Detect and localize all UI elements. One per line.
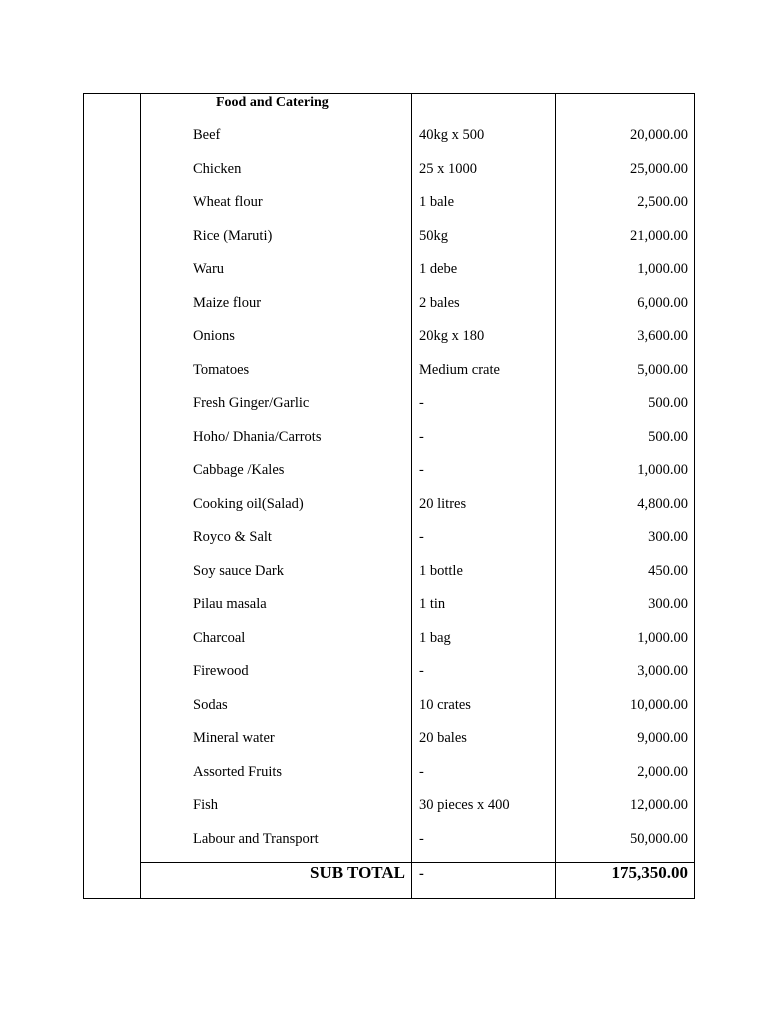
item-amount: 1,000.00: [637, 462, 688, 478]
item-amount: 450.00: [648, 563, 688, 579]
item-quantity: 30 pieces x 400: [419, 797, 510, 813]
item-quantity: 1 bag: [419, 630, 451, 646]
item-quantity: 10 crates: [419, 697, 471, 713]
item-name: Sodas: [193, 697, 228, 713]
item-name: Beef: [193, 127, 221, 143]
item-quantity: -: [419, 529, 424, 545]
item-quantity: -: [419, 831, 424, 847]
item-quantity: 2 bales: [419, 295, 460, 311]
item-name: Onions: [193, 328, 235, 344]
item-amount: 1,000.00: [637, 630, 688, 646]
item-quantity: 1 bale: [419, 194, 455, 210]
item-name: Wheat flour: [193, 194, 263, 210]
item-amount: 9,000.00: [637, 730, 688, 746]
item-name: Assorted Fruits: [193, 764, 283, 780]
subtotal-amount: 175,350.00: [611, 863, 688, 882]
item-name: Rice (Maruti): [193, 228, 273, 244]
item-quantity: 20kg x 180: [419, 328, 485, 344]
item-name: Hoho/ Dhania/Carrots: [193, 429, 322, 445]
table-border-right: [694, 93, 695, 899]
item-amount: 3,000.00: [637, 663, 688, 679]
item-amount: 1,000.00: [637, 261, 688, 277]
item-name: Mineral water: [193, 730, 275, 746]
item-amount: 500.00: [648, 429, 688, 445]
item-amount: 500.00: [648, 395, 688, 411]
item-amount: 20,000.00: [630, 127, 688, 143]
item-amount: 25,000.00: [630, 161, 688, 177]
item-amount: 12,000.00: [630, 797, 688, 813]
item-name: Royco & Salt: [193, 529, 272, 545]
table-border-top: [83, 93, 695, 94]
item-amount: 6,000.00: [637, 295, 688, 311]
subtotal-label: SUB TOTAL: [310, 863, 405, 882]
item-quantity: 20 bales: [419, 730, 467, 746]
item-amount: 10,000.00: [630, 697, 688, 713]
item-quantity: 1 tin: [419, 596, 446, 612]
item-name: Fresh Ginger/Garlic: [193, 395, 310, 411]
item-amount: 3,600.00: [637, 328, 688, 344]
item-quantity: 25 x 1000: [419, 161, 477, 177]
item-quantity: -: [419, 764, 424, 780]
item-name: Tomatoes: [193, 362, 250, 378]
item-name: Charcoal: [193, 630, 246, 646]
item-name: Waru: [193, 261, 225, 277]
item-quantity: -: [419, 429, 424, 445]
item-amount: 300.00: [648, 596, 688, 612]
item-amount: 4,800.00: [637, 496, 688, 512]
column-divider-2: [411, 93, 412, 899]
item-name: Cooking oil(Salad): [193, 496, 304, 512]
item-quantity: 50kg: [419, 228, 448, 244]
item-name: Firewood: [193, 663, 249, 679]
item-quantity: 1 bottle: [419, 563, 463, 579]
item-quantity: 1 debe: [419, 261, 458, 277]
item-name: Cabbage /Kales: [193, 462, 285, 478]
table-border-bottom: [83, 898, 695, 899]
section-title: Food and Catering: [216, 95, 329, 110]
item-quantity: Medium crate: [419, 362, 500, 378]
item-name: Chicken: [193, 161, 242, 177]
item-quantity: -: [419, 462, 424, 478]
item-amount: 50,000.00: [630, 831, 688, 847]
item-quantity: -: [419, 395, 424, 411]
item-quantity: 20 litres: [419, 496, 467, 512]
item-quantity: -: [419, 663, 424, 679]
item-name: Pilau masala: [193, 596, 267, 612]
item-amount: 21,000.00: [630, 228, 688, 244]
item-name: Labour and Transport: [193, 831, 319, 847]
item-amount: 5,000.00: [637, 362, 688, 378]
column-divider-3: [555, 93, 556, 899]
subtotal-quantity: -: [419, 866, 424, 882]
item-quantity: 40kg x 500: [419, 127, 485, 143]
table-border-left: [83, 93, 84, 899]
item-name: Soy sauce Dark: [193, 563, 285, 579]
item-amount: 2,000.00: [637, 764, 688, 780]
item-name: Fish: [193, 797, 218, 813]
item-amount: 300.00: [648, 529, 688, 545]
item-name: Maize flour: [193, 295, 262, 311]
column-divider-1: [140, 93, 141, 899]
item-amount: 2,500.00: [637, 194, 688, 210]
